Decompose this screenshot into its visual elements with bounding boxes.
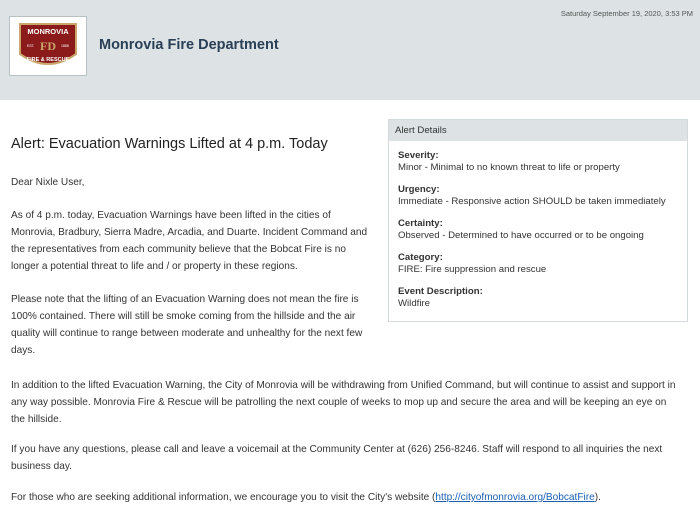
alert-title: Alert: Evacuation Warnings Lifted at 4 p.m. Today (11, 136, 328, 152)
logo-year: 1888 (61, 44, 69, 48)
message-paragraph: As of 4 p.m. today, Evacuation Warnings have been lifted in the cities of Monrovia, Bradbury, Sierra Madre, Arcadia, and Duarte. Incident Command and the representatives from each community believe that the Bobcat Fire is no longer a potential threat to life and / or property in these regions. (11, 210, 368, 272)
city-website-link[interactable]: http://cityofmonrovia.org/BobcatFire (435, 492, 595, 503)
detail-value-urgency: Immediate - Responsive action SHOULD be taken immediately (398, 196, 666, 207)
detail-label-certainty: Certainty: (398, 218, 443, 229)
organization-name: Monrovia Fire Department (99, 37, 279, 53)
detail-label-urgency: Urgency: (398, 184, 440, 195)
message-paragraph: If you have any questions, please call and leave a voicemail at the Community Center at (626) 256-8246. Staff will respond to all inquiries the next business day. (11, 444, 663, 472)
page-header (0, 0, 700, 100)
alert-timestamp: Saturday September 19, 2020, 3:53 PM (560, 9, 693, 18)
logo-est: EST. (27, 44, 35, 48)
detail-label-category: Category: (398, 252, 443, 263)
shield-logo-icon (14, 20, 82, 72)
detail-value-event-description: Wildfire (398, 298, 430, 309)
detail-label-severity: Severity: (398, 150, 439, 161)
logo-mid-text: FD (40, 39, 56, 53)
closing-text: For those who are seeking additional information, we encourage you to visit the City's website ( (11, 492, 436, 503)
alert-details-heading: Alert Details (389, 120, 687, 141)
greeting: Dear Nixle User, (11, 177, 85, 188)
detail-value-category: FIRE: Fire suppression and rescue (398, 264, 547, 275)
alert-message (11, 174, 371, 375)
message-paragraph: Please note that the lifting of an Evacuation Warning does not mean the fire is 100% contained. There will still be smoke coming from the hillside and the air quality will continue to range between moderate and unhealthy for the next few days. (11, 294, 363, 356)
logo-top-text: MONROVIA (27, 27, 69, 36)
closing-end: ). (594, 492, 601, 503)
message-paragraph: In addition to the lifted Evacuation Warning, the City of Monrovia will be withdrawing from Unified Command, but will continue to assist and support in any way possible. Monrovia Fire & Rescue will be patrolling the next couple of weeks to mop up and secure the area and will be keeping an eye on the hillside. (11, 380, 676, 425)
alert-details-panel (388, 119, 688, 322)
detail-label-event-description: Event Description: (398, 286, 483, 297)
logo-bottom-text: FIRE & RESCUE (26, 57, 70, 63)
detail-value-certainty: Observed - Determined to have occurred or to be ongoing (398, 230, 644, 241)
department-logo (9, 16, 87, 76)
closing-paragraph (11, 489, 683, 506)
detail-value-severity: Minor - Minimal to no known threat to life or property (398, 162, 620, 173)
